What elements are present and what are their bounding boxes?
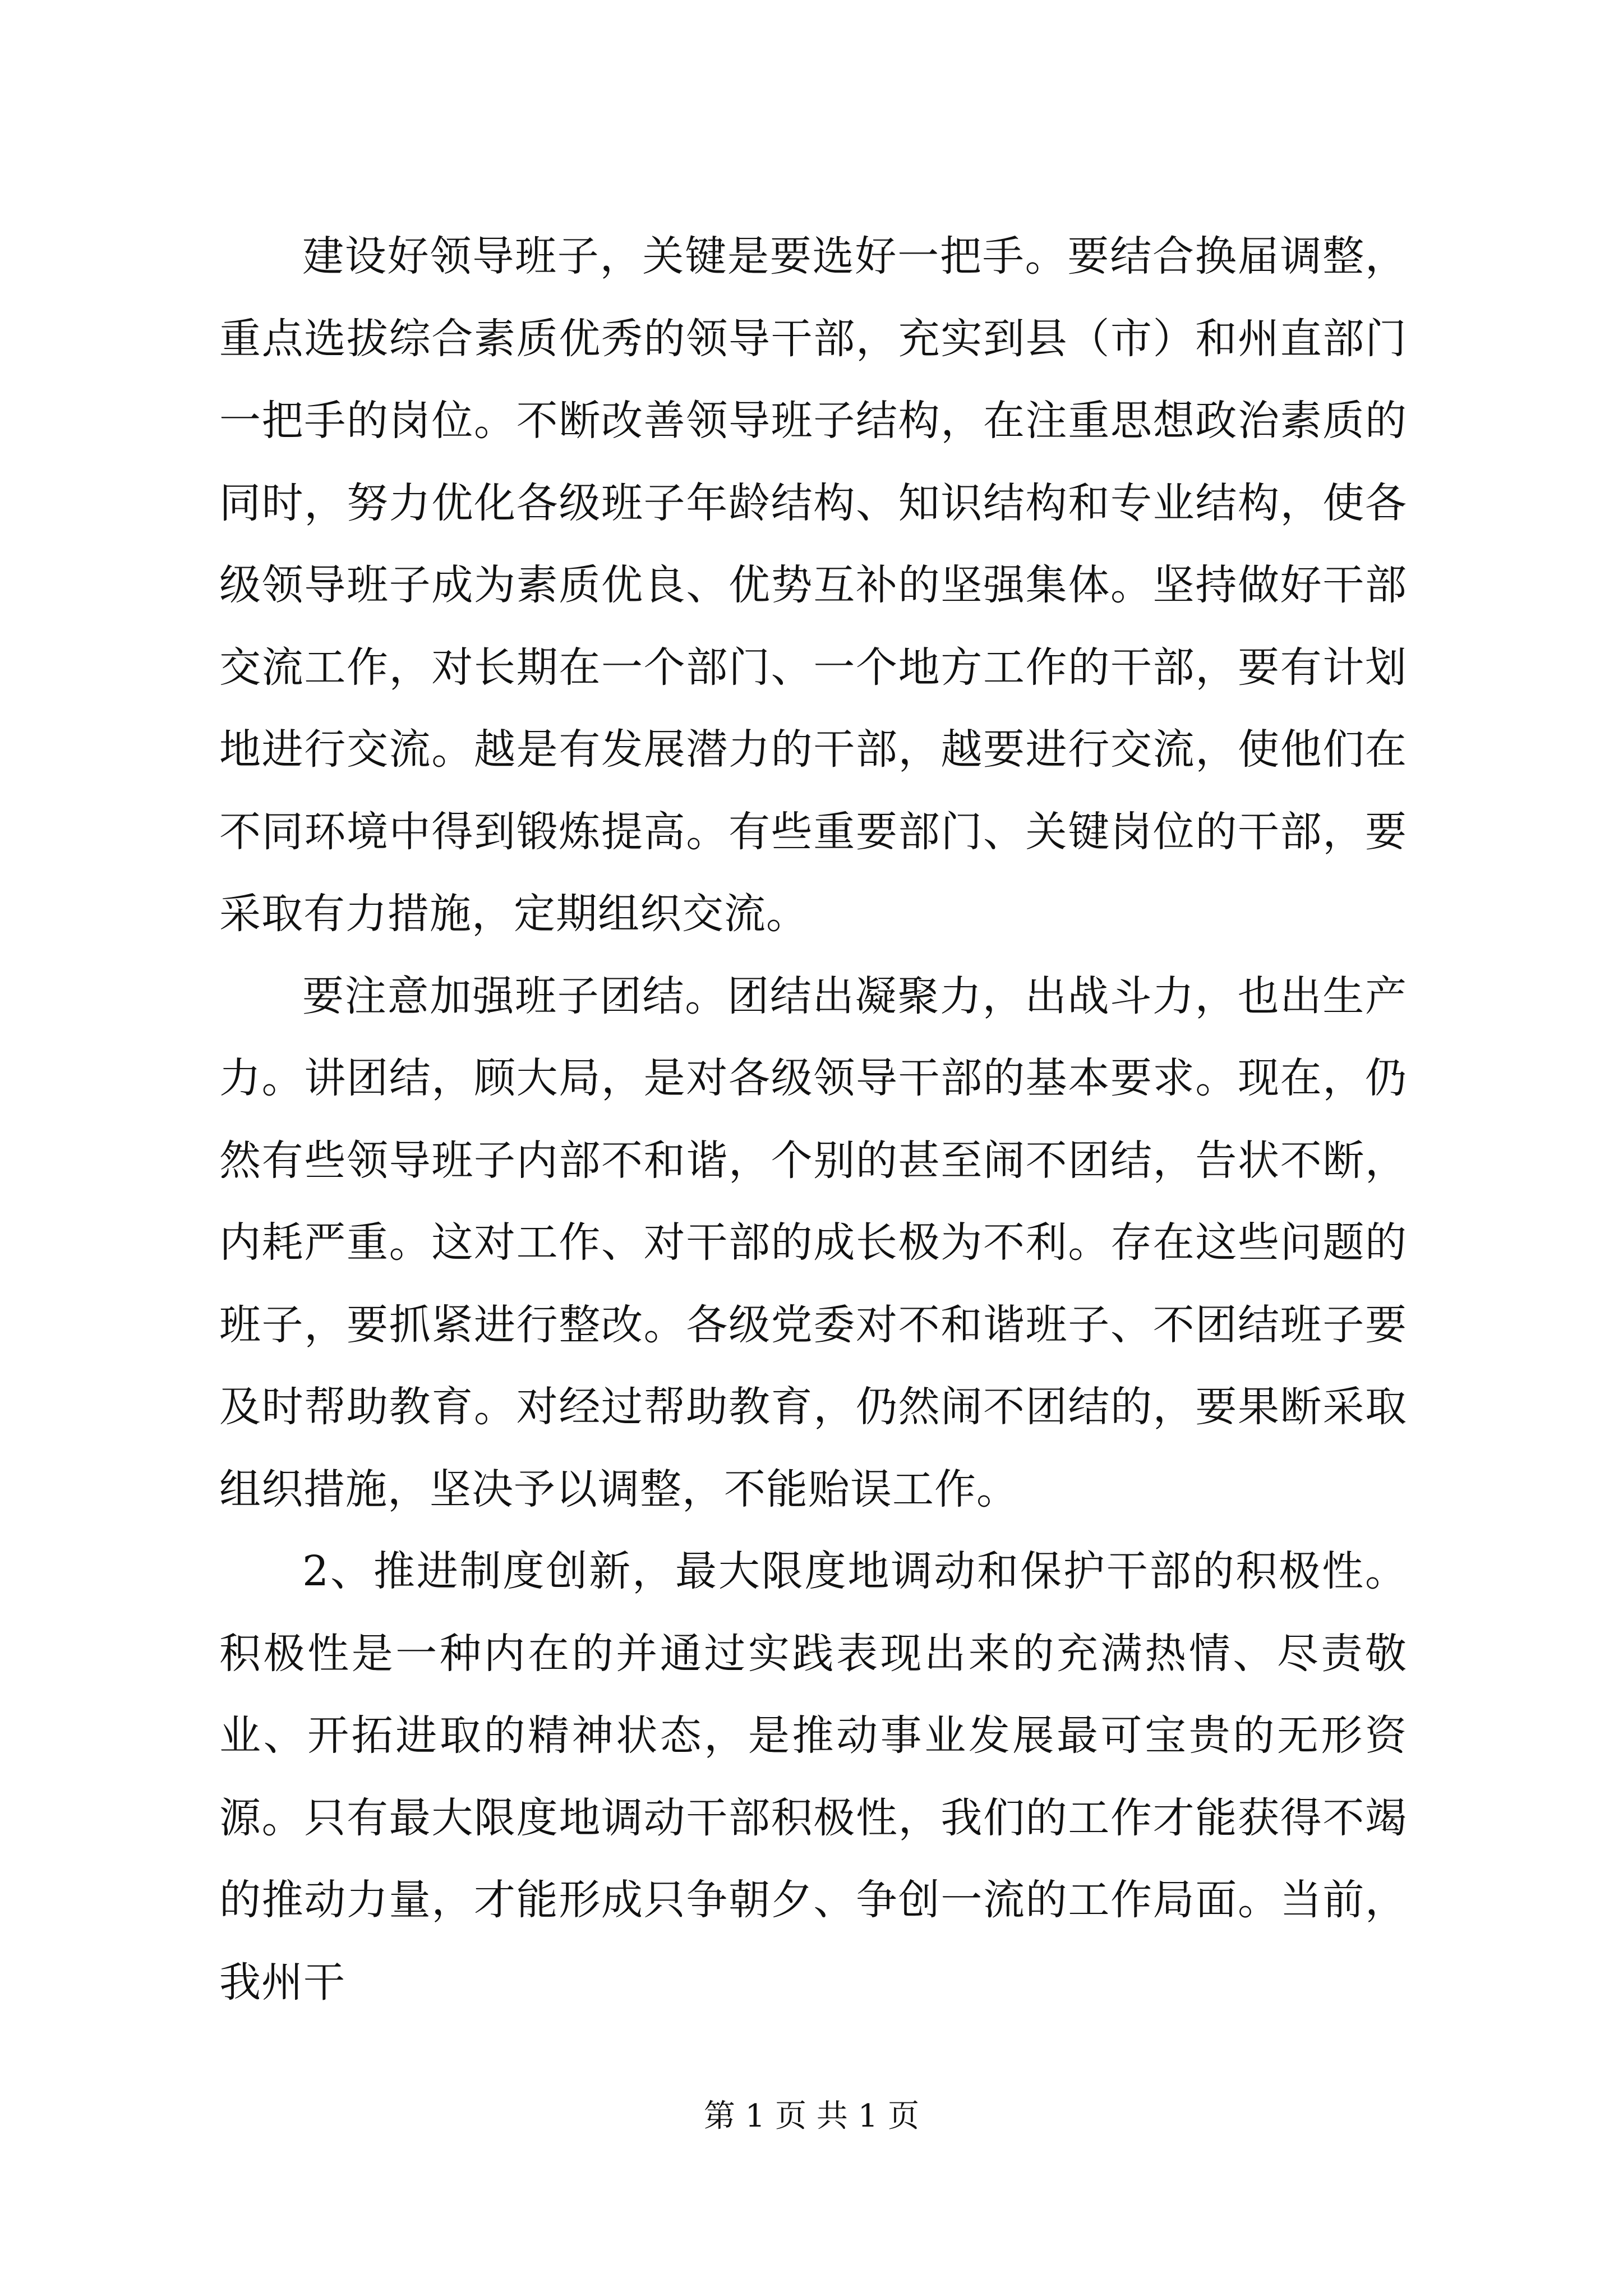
paragraph-team-unity: 要注意加强班子团结。团结出凝聚力，出战斗力，也出生产力。讲团结，顾大局，是对各级领导干部的基本要求。现在，仍然有些领导班子内部不和谐，个别的甚至闹不团结，告状不断，内耗严重。这对工作、对干部的成长极为不利。存在这些问题的班子，要抓紧进行整改。各级党委对不和谐班子、不团结班子要及时帮助教育。对经过帮助教育，仍然闹不团结的，要果断采取组织措施，坚决予以调整，不能贻误工作。 <box>219 972 1407 1513</box>
page-footer: 第 1 页 共 1 页 <box>703 2098 920 2134</box>
document-body <box>219 215 1407 2023</box>
paragraph-system-innovation: 2、推进制度创新，最大限度地调动和保护干部的积极性。积极性是一种内在的并通过实践表现出来的充满热情、尽责敬业、开拓进取的精神状态，是推动事业发展最可宝贵的无形资源。只有最大限度地调动干部积极性，我们的工作才能获得不竭的推动力量，才能形成只争朝夕、争创一流的工作局面。当前，我州干 <box>219 1547 1407 2007</box>
paragraph-leadership-team: 建设好领导班子，关键是要选好一把手。要结合换届调整，重点选拔综合素质优秀的领导干部，充实到县（市）和州直部门一把手的岗位。不断改善领导班子结构，在注重思想政治素质的同时，努力优化各级班子年龄结构、知识结构和专业结构，使各级领导班子成为素质优良、优势互补的坚强集体。坚持做好干部交流工作，对长期在一个部门、一个地方工作的干部，要有计划地进行交流。越是有发展潜力的干部，越要进行交流，使他们在不同环境中得到锻炼提高。有些重要部门、关键岗位的干部，要采取有力措施，定期组织交流。 <box>219 232 1407 938</box>
